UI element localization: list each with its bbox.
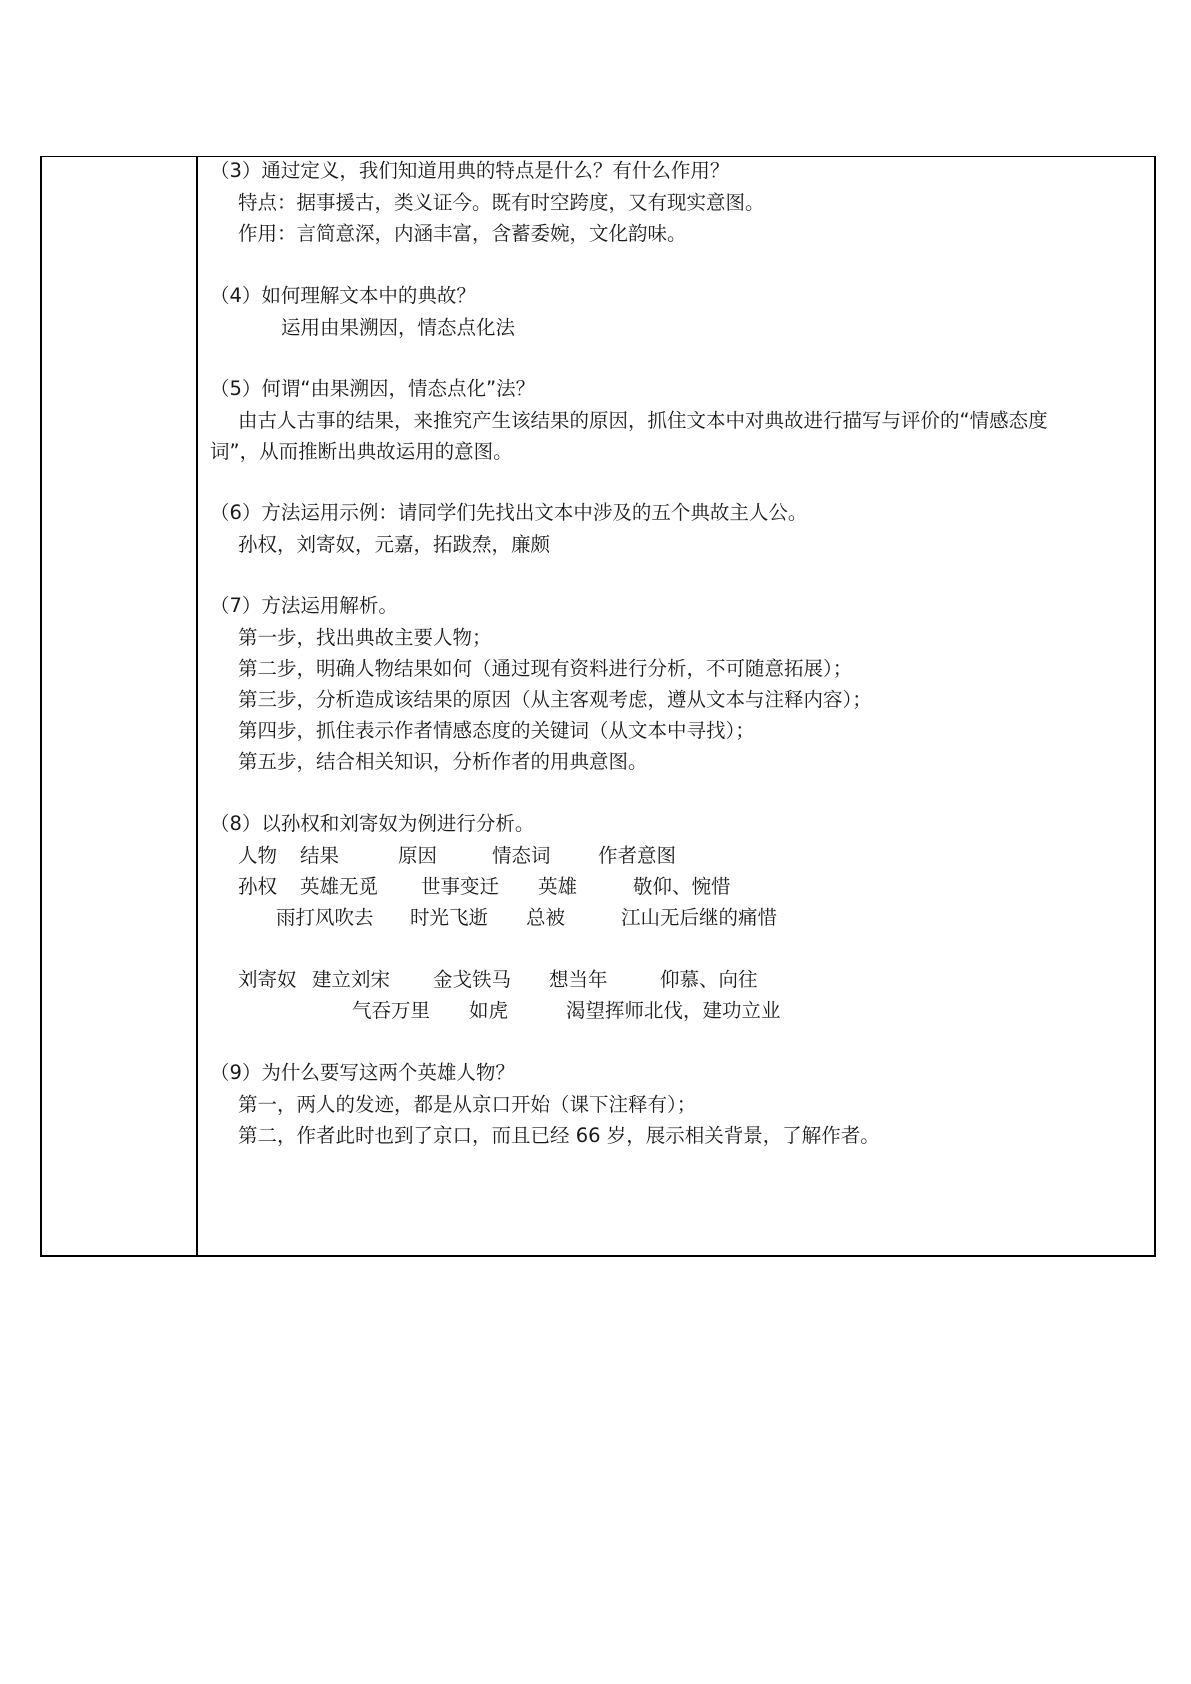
sunquan-emotion-word: 英雄 xyxy=(538,875,578,898)
question-7: （7）方法运用解析。 xyxy=(210,594,398,617)
header-person: 人物 xyxy=(238,844,278,867)
question-4: （4）如何理解文本中的典故？ xyxy=(210,284,476,307)
header-emotion-word: 情态词 xyxy=(492,844,551,867)
answer-9-first: 第一，两人的发迹，都是从京口开始（课下注释有）； xyxy=(238,1093,697,1116)
liu-intent-2: 渴望挥师北伐，建功立业 xyxy=(566,999,781,1022)
step-5: 第五步，结合相关知识，分析作者的用典意图。 xyxy=(238,750,648,773)
question-6: （6）方法运用示例：请同学们先找出文本中涉及的五个典故主人公。 xyxy=(210,501,808,524)
sunquan-cause: 世事变迁 xyxy=(421,875,500,898)
answer-5-line1: 由古人古事的结果，来推究产生该结果的原因，抓住文本中对典故进行描写与评价的“情感态度 xyxy=(238,409,1048,432)
sunquan-intent: 敬仰、惋惜 xyxy=(633,875,731,898)
question-3: （3）通过定义，我们知道用典的特点是什么？有什么作用？ xyxy=(210,159,730,182)
sunquan-result: 英雄无觅 xyxy=(300,875,379,898)
liu-emotion-word: 想当年 xyxy=(549,968,608,991)
liu-cause-2: 如虎 xyxy=(469,999,509,1022)
step-3: 第三步，分析造成该结果的原因（从主客观考虑，遵从文本与注释内容）； xyxy=(238,688,872,711)
sunquan-intent-2: 江山无后继的痛惜 xyxy=(621,906,778,929)
liu-intent: 仰慕、向往 xyxy=(660,968,758,991)
answer-9-second: 第二，作者此时也到了京口，而且已经 66 岁，展示相关背景，了解作者。 xyxy=(238,1124,880,1147)
liu-person: 刘寄奴 xyxy=(238,968,297,991)
answer-3-function: 作用：言简意深，内涵丰富，含蓄委婉，文化韵味。 xyxy=(238,222,687,245)
sunquan-cause-2: 时光飞逝 xyxy=(410,906,489,929)
header-result: 结果 xyxy=(300,844,340,867)
question-5: （5）何谓“由果溯因，情态点化”法？ xyxy=(210,377,536,400)
sunquan-emotion-word-2: 总被 xyxy=(526,906,566,929)
liu-cause: 金戈铁马 xyxy=(433,968,512,991)
step-2: 第二步，明确人物结果如何（通过现有资料进行分析，不可随意拓展）； xyxy=(238,657,853,680)
header-intent: 作者意图 xyxy=(598,844,677,867)
step-1: 第一步，找出典故主要人物； xyxy=(238,626,492,649)
sunquan-person: 孙权 xyxy=(238,875,278,898)
answer-6: 孙权，刘寄奴，元嘉，拓跋焘，廉颇 xyxy=(238,533,551,556)
sunquan-result-2: 雨打风吹去 xyxy=(276,906,374,929)
liu-result-2: 气吞万里 xyxy=(352,999,431,1022)
answer-5-line2: 词”，从而推断出典故运用的意图。 xyxy=(210,440,513,463)
header-cause: 原因 xyxy=(398,844,438,867)
question-9: （9）为什么要写这两个英雄人物？ xyxy=(210,1061,515,1084)
column-divider xyxy=(196,157,198,1255)
liu-result: 建立刘宋 xyxy=(312,968,391,991)
step-4: 第四步，抓住表示作者情感态度的关键词（从文本中寻找）； xyxy=(238,719,755,742)
answer-3-features: 特点：据事援古，类义证今。既有时空跨度，又有现实意图。 xyxy=(238,191,765,214)
answer-4: 运用由果溯因，情态点化法 xyxy=(281,316,516,339)
question-8: （8）以孙权和刘寄奴为例进行分析。 xyxy=(210,812,535,835)
